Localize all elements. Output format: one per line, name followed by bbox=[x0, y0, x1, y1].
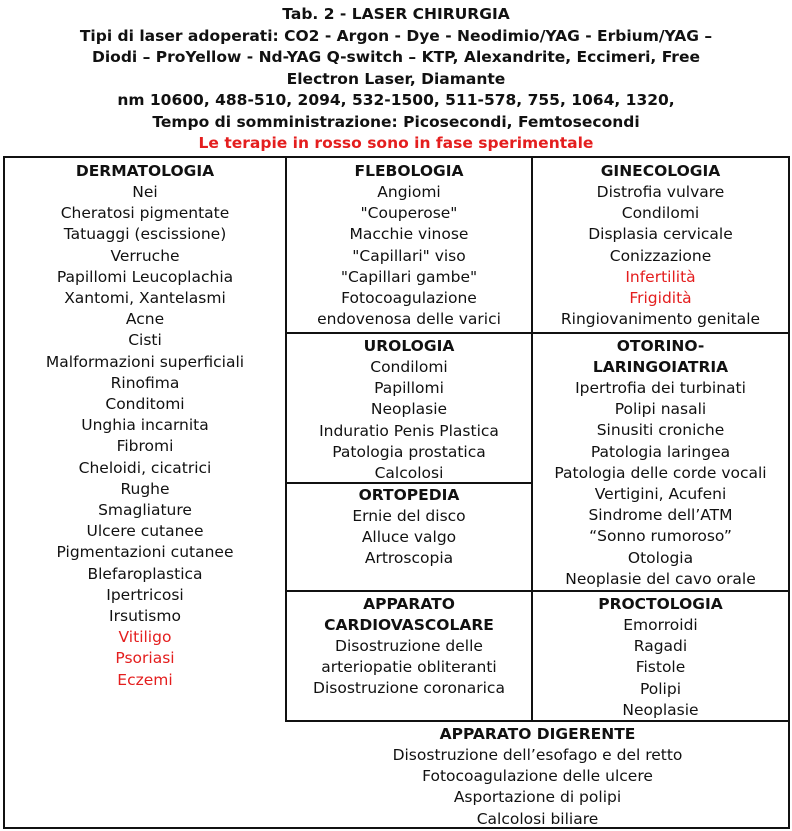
list-item: Pigmentazioni cutanee bbox=[56, 543, 234, 562]
list-item: Ernie del disco bbox=[352, 507, 466, 525]
list-item: Asportazione di polipi bbox=[453, 788, 622, 807]
section-title-continued: CARDIOVASCOLARE bbox=[324, 616, 494, 634]
list-item: "Capillari" viso bbox=[352, 246, 466, 265]
section-title: GINECOLOGIA bbox=[600, 162, 721, 180]
laser-types-line-2: Diodi – ProYellow - Nd-YAG Q-switch – KTP, Alexandrite, Eccimeri, Free bbox=[92, 48, 700, 66]
list-item: Blefaroplastica bbox=[87, 564, 203, 583]
section-ginecologia bbox=[533, 161, 788, 330]
section-title: UROLOGIA bbox=[363, 337, 455, 355]
list-item: Neoplasie del cavo orale bbox=[565, 569, 756, 588]
list-item: Disostruzione delle bbox=[335, 637, 483, 655]
urologia-list bbox=[287, 357, 531, 484]
list-item: "Capillari gambe" bbox=[340, 267, 478, 286]
divider-h1 bbox=[285, 332, 788, 334]
list-item-experimental: Eczemi bbox=[117, 670, 173, 689]
list-item: Conditomi bbox=[105, 395, 185, 414]
list-item: Patologia laringea bbox=[590, 442, 731, 461]
list-item: Irsutismo bbox=[109, 607, 181, 626]
ginecologia-list bbox=[533, 182, 788, 330]
list-item: Papillomi bbox=[374, 379, 444, 398]
list-item: Neoplasie bbox=[622, 700, 699, 719]
section-cardiovascolare bbox=[287, 594, 531, 700]
list-item: “Sonno rumoroso” bbox=[589, 527, 732, 546]
list-item: Polipi bbox=[639, 679, 682, 698]
list-item: Xantomi, Xantelasmi bbox=[64, 289, 226, 308]
dermatologia-list bbox=[5, 182, 285, 691]
list-item: Disostruzione dell’esofago e del retto bbox=[392, 746, 683, 764]
section-title: DERMATOLOGIA bbox=[75, 162, 215, 180]
list-item-experimental: Psoriasi bbox=[115, 649, 175, 668]
list-item: Tatuaggi (escissione) bbox=[63, 225, 227, 244]
wavelengths-line: nm 10600, 488-510, 2094, 532-1500, 511-578, 755, 1064, 1320, bbox=[117, 91, 675, 109]
section-proctologia bbox=[533, 594, 788, 721]
list-item: Patologia delle corde vocali bbox=[554, 463, 767, 482]
section-otorinolaringoiatria bbox=[533, 336, 788, 590]
list-item: Ragadi bbox=[633, 637, 688, 656]
list-item: Cheratosi pigmentate bbox=[60, 204, 230, 223]
section-title: FLEBOLOGIA bbox=[354, 162, 464, 180]
list-item-experimental: Infertilità bbox=[625, 267, 696, 286]
list-item: Artroscopia bbox=[364, 549, 454, 568]
list-item: Calcolosi biliare bbox=[476, 809, 599, 828]
specialties-table bbox=[3, 156, 790, 829]
list-item: Macchie vinose bbox=[349, 225, 469, 244]
list-item: Fibromi bbox=[116, 437, 174, 456]
section-ortopedia bbox=[287, 485, 531, 570]
list-item: Acne bbox=[125, 310, 165, 329]
table-header bbox=[0, 4, 792, 155]
list-item: Calcolosi bbox=[374, 464, 444, 483]
section-flebologia bbox=[287, 161, 531, 330]
laser-types-line-3: Electron Laser, Diamante bbox=[286, 69, 506, 88]
section-title: APPARATO bbox=[363, 595, 455, 613]
list-item: Disostruzione coronarica bbox=[313, 679, 505, 698]
list-item: arteriopatie obliteranti bbox=[321, 658, 497, 677]
list-item: Emorroidi bbox=[623, 616, 698, 634]
flebologia-list bbox=[287, 182, 531, 330]
list-item: Conizzazione bbox=[609, 246, 712, 265]
section-title: PROCTOLOGIA bbox=[598, 595, 723, 613]
section-title: ORTOPEDIA bbox=[358, 486, 460, 504]
orl-list bbox=[533, 378, 788, 590]
list-item: Fotocoagulazione delle ulcere bbox=[422, 767, 653, 786]
table-title: Tab. 2 - LASER CHIRURGIA bbox=[282, 5, 510, 23]
list-item-experimental: Vitiligo bbox=[118, 628, 172, 647]
cardio-list bbox=[287, 636, 531, 700]
list-item: Ipertricosi bbox=[106, 585, 184, 604]
administration-time-line: Tempo di somministrazione: Picosecondi, Femtosecondi bbox=[152, 112, 640, 131]
list-item: Smagliature bbox=[98, 501, 192, 520]
section-title: OTORINO- bbox=[616, 337, 705, 355]
list-item: Condilomi bbox=[621, 204, 700, 223]
list-item: endovenosa delle varici bbox=[317, 310, 501, 329]
section-urologia bbox=[287, 336, 531, 484]
list-item: Ringiovanimento genitale bbox=[560, 310, 761, 329]
list-item: Sinusiti croniche bbox=[596, 421, 725, 440]
section-title-continued: LARINGOIATRIA bbox=[592, 358, 729, 376]
laser-types-line-1: Tipi di laser adoperati: CO2 - Argon - Dye - Neodimio/YAG - Erbium/YAG – bbox=[79, 26, 713, 45]
list-item: Rinofima bbox=[110, 373, 180, 392]
experimental-note: Le terapie in rosso sono in fase sperimentale bbox=[198, 134, 594, 152]
list-item: Alluce valgo bbox=[361, 528, 457, 547]
section-dermatologia bbox=[5, 161, 285, 691]
list-item: Angiomi bbox=[377, 183, 441, 201]
list-item: Fistole bbox=[635, 658, 686, 677]
list-item: Ulcere cutanee bbox=[86, 522, 204, 541]
list-item: Displasia cervicale bbox=[588, 225, 733, 244]
list-item: Cheloidi, cicatrici bbox=[78, 458, 212, 477]
list-item: Induratio Penis Plastica bbox=[319, 421, 499, 440]
section-apparato-digerente bbox=[287, 724, 788, 830]
list-item: Rughe bbox=[120, 479, 170, 498]
list-item: Sindrome dell’ATM bbox=[588, 506, 733, 525]
list-item-experimental: Frigidità bbox=[629, 289, 692, 308]
ortopedia-list bbox=[287, 506, 531, 570]
list-item: Polipi nasali bbox=[614, 400, 707, 419]
list-item: Verruche bbox=[110, 246, 180, 265]
list-item: Ipertrofia dei turbinati bbox=[575, 379, 746, 397]
list-item: Vertigini, Acufeni bbox=[594, 485, 727, 504]
list-item: Patologia prostatica bbox=[332, 442, 486, 461]
divider-h3 bbox=[285, 590, 788, 592]
list-item: "Couperose" bbox=[360, 204, 458, 223]
list-item: Distrofia vulvare bbox=[596, 183, 725, 201]
section-title: APPARATO DIGERENTE bbox=[439, 725, 636, 743]
list-item: Nei bbox=[132, 183, 158, 201]
list-item: Unghia incarnita bbox=[81, 416, 209, 435]
list-item: Papillomi Leucoplachia bbox=[56, 267, 234, 286]
list-item: Cisti bbox=[128, 331, 162, 350]
list-item: Otologia bbox=[627, 548, 694, 567]
list-item: Fotocoagulazione bbox=[341, 289, 477, 308]
digerente-list bbox=[287, 745, 788, 830]
list-item: Neoplasie bbox=[370, 400, 448, 419]
list-item: Condilomi bbox=[370, 358, 448, 376]
list-item: Malformazioni superficiali bbox=[45, 352, 245, 371]
proctologia-list bbox=[533, 615, 788, 721]
